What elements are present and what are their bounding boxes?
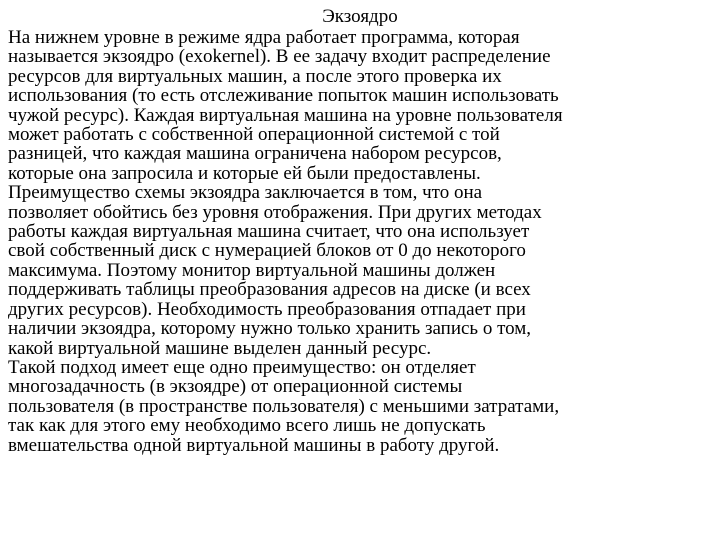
body-line: максимума. Поэтому монитор виртуальной машины должен — [8, 259, 496, 281]
body-line: вмешательства одной виртуальной машины в работу другой. — [8, 434, 500, 456]
body-line: других ресурсов). Необходимость преобразования отпадает при — [8, 298, 526, 320]
body-line: ресурсов для виртуальных машин, а после этого проверка их — [8, 65, 502, 87]
body-line: свой собственный диск с нумерацией блоков от 0 до некоторого — [8, 240, 526, 262]
body-line: наличии экзоядра, которому нужно только хранить запись о том, — [8, 318, 532, 340]
body-line: называется экзоядро (exokernel). В ее задачу входит распределение — [8, 46, 551, 68]
slide-body — [8, 28, 716, 455]
body-line: так как для этого ему необходимо всего лишь не допускать — [8, 415, 486, 437]
body-line: пользователя (в пространстве пользователя) с меньшими затратами, — [8, 395, 560, 417]
body-line: работы каждая виртуальная машина считает, что она использует — [8, 221, 530, 243]
body-line: может работать с собственной операционной системой с той — [8, 124, 500, 146]
body-line: которые она запросила и которые ей были предоставлены. — [8, 162, 481, 184]
body-line: какой виртуальной машине выделен данный ресурс. — [8, 337, 432, 359]
body-line: позволяет обойтись без уровня отображения. При других методах — [8, 201, 542, 223]
body-line: На нижнем уровне в режиме ядра работает программа, которая — [8, 27, 520, 48]
body-line: поддерживать таблицы преобразования адресов на диске (и всех — [8, 279, 531, 301]
body-line: чужой ресурс). Каждая виртуальная машина на уровне пользователя — [8, 104, 563, 126]
body-line: Преимущество схемы экзоядра заключается в том, что она — [8, 182, 483, 204]
body-line: Такой подход имеет еще одно преимущество: он отделяет — [8, 356, 476, 378]
body-line: использования (то есть отслеживание попыток машин использовать — [8, 85, 559, 107]
body-line: многозадачность (в экзоядре) от операционной системы — [8, 376, 463, 398]
body-line: разницей, что каждая машина ограничена набором ресурсов, — [8, 143, 502, 165]
slide-title: Экзоядро — [322, 6, 398, 27]
